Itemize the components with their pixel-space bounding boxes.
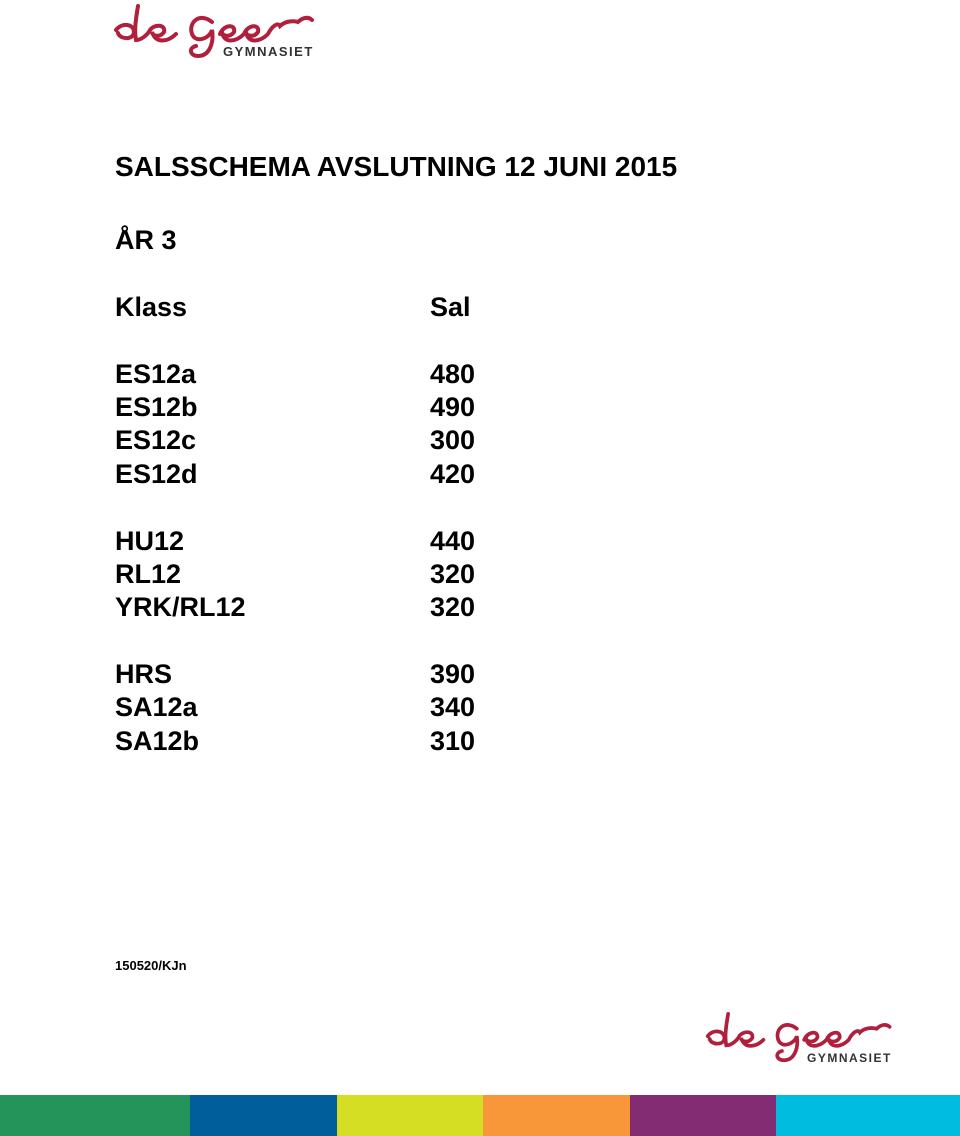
- table-row: [115, 591, 615, 624]
- klass-cell: SA12a: [115, 692, 198, 722]
- klass-header: Klass: [115, 292, 188, 322]
- stripe-green: [0, 1095, 190, 1136]
- sal-cell: 440: [430, 526, 476, 556]
- klass-cell: RL12: [115, 559, 182, 589]
- sal-cell: 420: [430, 459, 476, 489]
- table-row: [115, 558, 615, 591]
- klass-cell: ES12b: [115, 392, 198, 422]
- table-row: [115, 358, 615, 391]
- klass-cell: ES12a: [115, 359, 197, 389]
- logo-name: GYMNASIET: [807, 1051, 892, 1065]
- sal-cell: 320: [430, 559, 476, 589]
- stripe-orange: [483, 1095, 630, 1136]
- de-geer-logo: [112, 0, 334, 64]
- klass-cell: SA12b: [115, 726, 200, 756]
- stripe-cyan: [776, 1095, 960, 1136]
- logo-name: GYMNASIET: [223, 44, 314, 59]
- klass-cell: HU12: [115, 526, 185, 556]
- klass-cell: HRS: [115, 659, 173, 689]
- table-row: [115, 691, 615, 724]
- sal-cell: 490: [430, 392, 476, 422]
- table-row: [115, 525, 615, 558]
- year-heading: ÅR 3: [115, 225, 177, 255]
- sal-header: Sal: [430, 292, 471, 322]
- stripe-blue: [190, 1095, 337, 1136]
- klass-cell: ES12d: [115, 459, 198, 489]
- sal-cell: 390: [430, 659, 476, 689]
- sal-cell: 310: [430, 726, 476, 756]
- sal-cell: 340: [430, 692, 476, 722]
- table-row: [115, 658, 615, 691]
- document-reference: 150520/KJn: [115, 958, 187, 973]
- klass-cell: YRK/RL12: [115, 592, 246, 622]
- table-row: [115, 424, 615, 457]
- stripe-yellow: [337, 1095, 483, 1136]
- de-geer-logo-footer: [704, 1005, 910, 1071]
- sal-cell: 320: [430, 592, 476, 622]
- table-row: [115, 458, 615, 491]
- stripe-purple: [630, 1095, 776, 1136]
- table-row: [115, 725, 615, 758]
- sal-cell: 480: [430, 359, 476, 389]
- sal-cell: 300: [430, 425, 476, 455]
- page-title: SALSSCHEMA AVSLUTNING 12 JUNI 2015: [115, 151, 678, 182]
- table-row: [115, 391, 615, 424]
- klass-cell: ES12c: [115, 425, 197, 455]
